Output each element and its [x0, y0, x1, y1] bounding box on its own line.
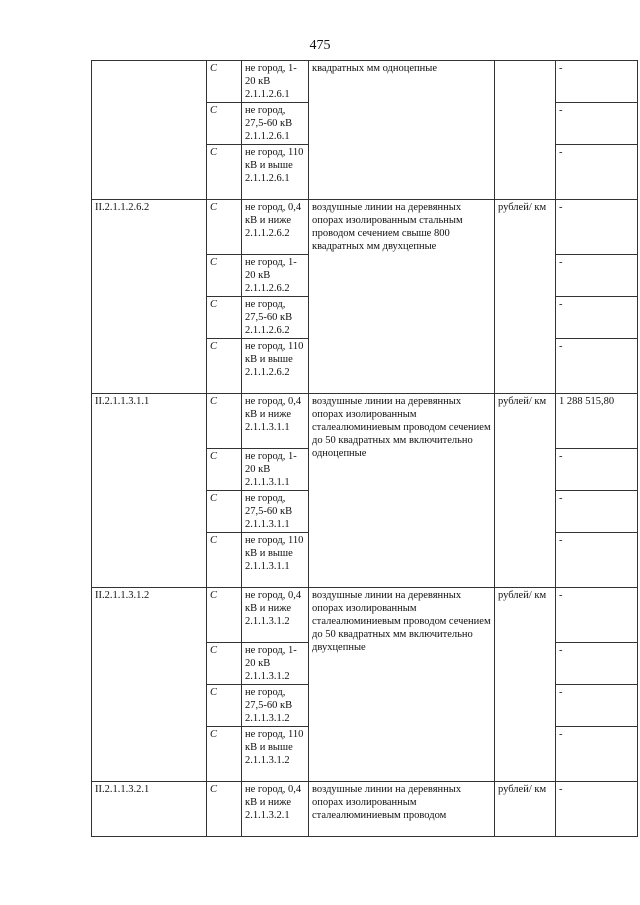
- row-code: II.2.1.1.2.6.2: [92, 200, 207, 394]
- row-unit: рублей/ км: [495, 394, 556, 588]
- row-class: не город, 1-20 кВ 2.1.1.2.6.2: [242, 255, 309, 297]
- row-description: воздушные линии на деревянных опорах изолированным стальным проводом сечением свыше 800 квадратных мм двухцепные: [309, 200, 495, 394]
- row-symbol: С: [207, 200, 242, 255]
- table-row: [92, 394, 638, 449]
- row-class: не город, 1-20 кВ 2.1.1.3.1.1: [242, 449, 309, 491]
- page-number: 475: [309, 38, 331, 53]
- row-symbol: С: [207, 61, 242, 103]
- row-value: -: [556, 727, 638, 782]
- row-class: не город, 0,4 кВ и ниже 2.1.1.2.6.2: [242, 200, 309, 255]
- row-value: -: [556, 200, 638, 255]
- row-class: не город, 1-20 кВ 2.1.1.2.6.1: [242, 61, 309, 103]
- row-symbol: С: [207, 449, 242, 491]
- row-class: не город, 110 кВ и выше 2.1.1.3.1.1: [242, 533, 309, 588]
- row-value: -: [556, 103, 638, 145]
- table-row: [92, 782, 638, 837]
- row-class: не город, 27,5-60 кВ 2.1.1.2.6.1: [242, 103, 309, 145]
- row-unit: рублей/ км: [495, 782, 556, 837]
- row-code: [92, 61, 207, 200]
- row-value: -: [556, 255, 638, 297]
- row-description: квадратных мм одноцепные: [309, 61, 495, 200]
- row-value: -: [556, 643, 638, 685]
- row-description: воздушные линии на деревянных опорах изолированным сталеалюминиевым проводом: [309, 782, 495, 837]
- row-value: -: [556, 145, 638, 200]
- row-unit: рублей/ км: [495, 200, 556, 394]
- row-class: не город, 110 кВ и выше 2.1.1.2.6.1: [242, 145, 309, 200]
- table-row: [92, 61, 638, 103]
- row-symbol: С: [207, 491, 242, 533]
- row-value: -: [556, 297, 638, 339]
- row-symbol: С: [207, 685, 242, 727]
- row-code: II.2.1.1.3.1.2: [92, 588, 207, 782]
- row-class: не город, 27,5-60 кВ 2.1.1.3.1.1: [242, 491, 309, 533]
- row-value: -: [556, 491, 638, 533]
- row-class: не город, 110 кВ и выше 2.1.1.2.6.2: [242, 339, 309, 394]
- row-symbol: С: [207, 145, 242, 200]
- row-symbol: С: [207, 588, 242, 643]
- row-symbol: С: [207, 727, 242, 782]
- row-class: не город, 0,4 кВ и ниже 2.1.1.3.1.2: [242, 588, 309, 643]
- row-class: не город, 27,5-60 кВ 2.1.1.3.1.2: [242, 685, 309, 727]
- row-value: -: [556, 449, 638, 491]
- row-description: воздушные линии на деревянных опорах изолированным сталеалюминиевым проводом сечением до 50 квадратных мм включительно одноцепные: [309, 394, 495, 588]
- row-value: -: [556, 339, 638, 394]
- row-unit: [495, 61, 556, 200]
- row-symbol: С: [207, 103, 242, 145]
- row-code: II.2.1.1.3.2.1: [92, 782, 207, 837]
- row-value: -: [556, 685, 638, 727]
- row-class: не город, 0,4 кВ и ниже 2.1.1.3.1.1: [242, 394, 309, 449]
- row-symbol: С: [207, 643, 242, 685]
- row-class: не город, 110 кВ и выше 2.1.1.3.1.2: [242, 727, 309, 782]
- row-class: не город, 1-20 кВ 2.1.1.3.1.2: [242, 643, 309, 685]
- tariff-table: [91, 60, 638, 837]
- row-symbol: С: [207, 782, 242, 837]
- row-class: не город, 0,4 кВ и ниже 2.1.1.3.2.1: [242, 782, 309, 837]
- row-value: -: [556, 782, 638, 837]
- row-value: -: [556, 533, 638, 588]
- row-value: -: [556, 61, 638, 103]
- table-row: [92, 200, 638, 255]
- row-description: воздушные линии на деревянных опорах изолированным сталеалюминиевым проводом сечением до 50 квадратных мм включительно двухцепные: [309, 588, 495, 782]
- row-symbol: С: [207, 255, 242, 297]
- row-class: не город, 27,5-60 кВ 2.1.1.2.6.2: [242, 297, 309, 339]
- table-row: [92, 588, 638, 643]
- row-symbol: С: [207, 394, 242, 449]
- row-symbol: С: [207, 533, 242, 588]
- row-unit: рублей/ км: [495, 588, 556, 782]
- row-value: 1 288 515,80: [556, 394, 638, 449]
- row-symbol: С: [207, 339, 242, 394]
- row-code: II.2.1.1.3.1.1: [92, 394, 207, 588]
- row-value: -: [556, 588, 638, 643]
- row-symbol: С: [207, 297, 242, 339]
